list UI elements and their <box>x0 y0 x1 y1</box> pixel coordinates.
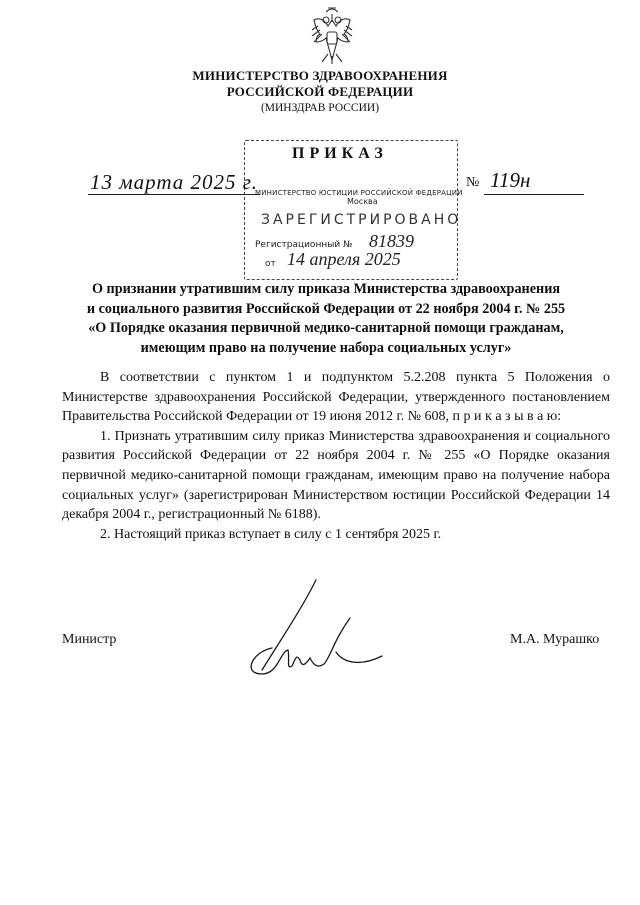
stamp-reg-label: Регистрационный № <box>255 240 353 250</box>
subject-line: имеющим право на получение набора социальных услуг» <box>140 339 512 356</box>
stamp-from-label: от <box>265 259 276 269</box>
number-underline <box>484 194 584 195</box>
stamp-reg-date: 14 апреля 2025 <box>287 249 401 269</box>
stamp-reg-number: 81839 <box>369 231 414 251</box>
date-underline <box>88 194 260 195</box>
subject-line: О признании утратившим силу приказа Министерства здравоохранения <box>91 281 561 297</box>
ministry-short-name: (МИНЗДРАВ РОССИИ) <box>260 102 380 114</box>
handwritten-signature <box>232 578 392 688</box>
order-title: ПРИКАЗ <box>292 145 388 162</box>
order-subject <box>40 280 612 358</box>
signer-name: М.А. Мурашко <box>510 632 600 647</box>
item-2-paragraph: 2. Настоящий приказ вступает в силу с 1 сентября 2025 г. <box>100 526 442 542</box>
item-1-paragraph: 1. Признать утратившим силу приказ Министерства здравоохранения и социального развития Российской Федерации от 22 ноября 2004 г. № 255 «О Порядке оказания первичной медико-санитарной помощи гражданам, имеющим право на получение набора социальных услуг» (зарегистрирован Министерством юстиции Российской Федерации 14 декабря 2004 г., регистрационный № 6188). <box>62 428 610 523</box>
stamp-registered: ЗАРЕГИСТРИРОВАНО <box>261 212 462 228</box>
order-date: 13 марта 2025 г. <box>90 170 258 194</box>
subject-line: и социального развития Российской Федерации от 22 ноября 2004 г. № 255 <box>86 300 566 317</box>
stamp-city: Москва <box>347 197 378 206</box>
ministry-name-line2: РОССИЙСКОЙ ФЕДЕРАЦИИ <box>226 84 414 99</box>
order-number-label: № <box>466 175 480 190</box>
ministry-name-line1: МИНИСТЕРСТВО ЗДРАВООХРАНЕНИЯ <box>192 68 448 83</box>
stamp-org: МИНИСТЕРСТВО ЮСТИЦИИ РОССИЙСКОЙ ФЕДЕРАЦИИ <box>255 189 463 197</box>
signatory-position: Министр <box>62 632 117 647</box>
coat-of-arms-emblem <box>304 6 360 66</box>
order-number: 119н <box>490 168 531 192</box>
order-body <box>62 368 610 544</box>
preamble-paragraph: В соответствии с пунктом 1 и подпунктом 5.2.208 пункта 5 Положения о Министерстве здравоохранения Российской Федерации, утвержденного постановлением Правительства Российской Федерации от 19 июня 2012 г. № 608, п р и к а з ы в а ю: <box>62 370 610 425</box>
subject-line: «О Порядке оказания первичной медико-санитарной помощи гражданам, <box>88 320 564 336</box>
